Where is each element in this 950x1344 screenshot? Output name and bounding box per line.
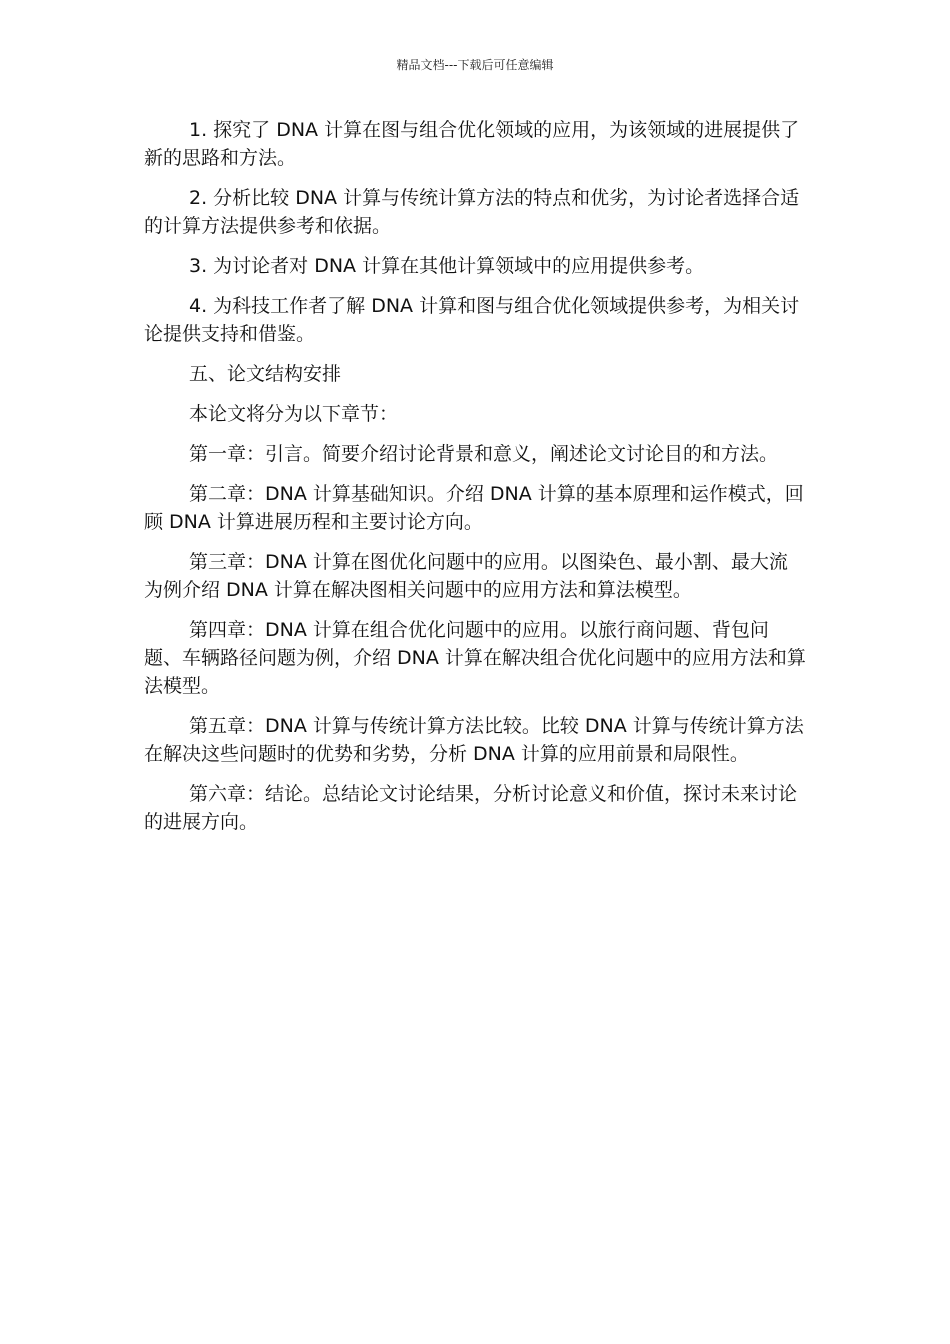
paragraph-contribution-3: 3. 为讨论者对 DNA 计算在其他计算领域中的应用提供参考。 bbox=[189, 255, 705, 277]
paragraph-contribution-4: 4. 为科技工作者了解 DNA 计算和图与组合优化领域提供参考，为相关讨论提供支持和借鉴。 bbox=[144, 295, 800, 345]
paragraph-contribution-2: 2. 分析比较 DNA 计算与传统计算方法的特点和优劣，为讨论者选择合适的计算方法提供参考和依据。 bbox=[144, 187, 800, 237]
paragraph-contribution-1: 1. 探究了 DNA 计算在图与组合优化领域的应用，为该领域的进展提供了新的思路和方法。 bbox=[144, 119, 800, 169]
page-header: 精品文档---下载后可任意编辑 bbox=[396, 58, 554, 72]
paragraph-chapter-1: 第一章：引言。简要介绍讨论背景和意义，阐述论文讨论目的和方法。 bbox=[189, 443, 779, 465]
document-body bbox=[144, 116, 806, 848]
paragraph-chapter-5: 第五章：DNA 计算与传统计算方法比较。比较 DNA 计算与传统计算方法在解决这些问题时的优势和劣势，分析 DNA 计算的应用前景和局限性。 bbox=[144, 715, 804, 765]
paragraph-chapter-6: 第六章：结论。总结论文讨论结果，分析讨论意义和价值，探讨未来讨论的进展方向。 bbox=[144, 783, 798, 833]
paragraph-chapter-intro: 本论文将分为以下章节： bbox=[189, 403, 399, 425]
paragraph-chapter-4: 第四章：DNA 计算在组合优化问题中的应用。以旅行商问题、背包问题、车辆路径问题为例，介绍 DNA 计算在解决组合优化问题中的应用方法和算法模型。 bbox=[144, 619, 806, 697]
section-heading-structure: 五、论文结构安排 bbox=[189, 363, 342, 385]
paragraph-chapter-2: 第二章：DNA 计算基础知识。介绍 DNA 计算的基本原理和运作模式，回顾 DNA 计算进展历程和主要讨论方向。 bbox=[144, 483, 804, 533]
paragraph-chapter-3: 第三章：DNA 计算在图优化问题中的应用。以图染色、最小割、最大流为例介绍 DNA 计算在解决图相关问题中的应用方法和算法模型。 bbox=[144, 551, 788, 601]
